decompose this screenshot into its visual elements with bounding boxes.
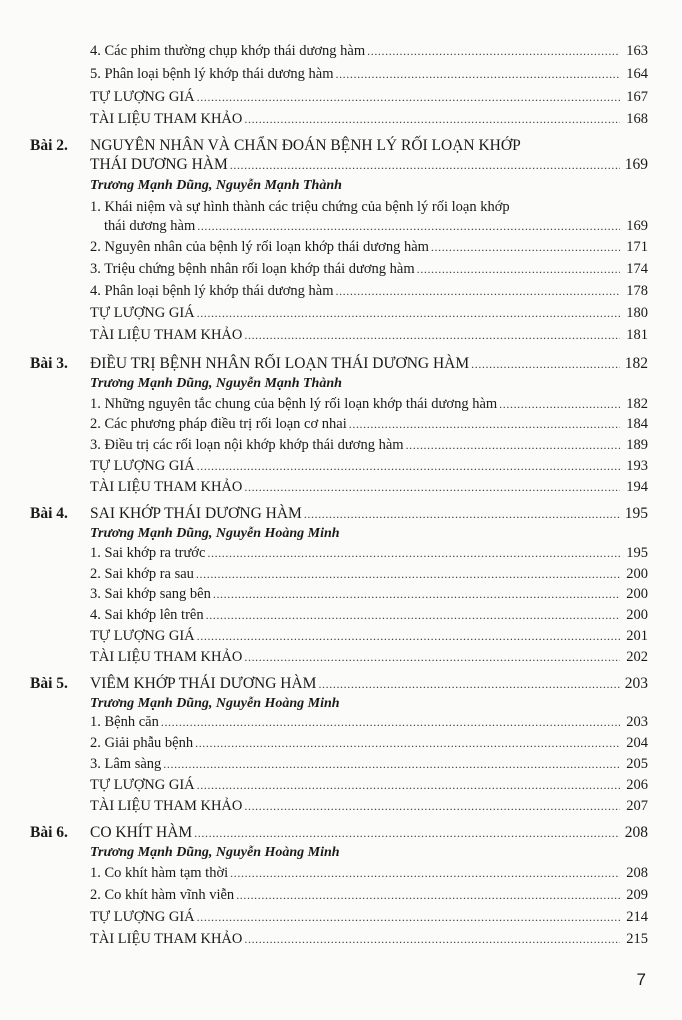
- lesson-heading: Bài 5. VIÊM KHỚP THÁI DƯƠNG HÀM ..... 203: [30, 675, 648, 693]
- toc-entry: 1. Sai khớp ra trước ..... 195: [90, 544, 648, 562]
- toc-entry: TỰ LƯỢNG GIÁ ..... 193: [90, 457, 648, 475]
- toc-entry: 2. Giải phẫu bệnh ..... 204: [90, 734, 648, 752]
- toc-entry: TỰ LƯỢNG GIÁ ..... 214: [90, 908, 648, 926]
- lesson-authors: Trương Mạnh Dũng, Nguyễn Hoàng Minh: [90, 526, 340, 541]
- toc-entry: TÀI LIỆU THAM KHẢO ..... 194: [90, 478, 648, 496]
- toc-entry: TỰ LƯỢNG GIÁ ..... 201: [90, 627, 648, 645]
- toc-entry: 4. Sai khớp lên trên ..... 200: [90, 606, 648, 624]
- toc-entry: 3. Điều trị các rối loạn nội khớp khớp thái dương hàm ..... 189: [90, 436, 648, 454]
- toc-entry: TỰ LƯỢNG GIÁ ..... 206: [90, 776, 648, 794]
- toc-entry: 3. Triệu chứng bệnh nhân rối loạn khớp thái dương hàm ..... 174: [90, 260, 648, 278]
- toc-entry: 2. Sai khớp ra sau ..... 200: [90, 565, 648, 583]
- toc-entry: thái dương hàm ..... 169: [104, 217, 648, 235]
- toc-entry: 2. Co khít hàm vĩnh viễn ..... 209: [90, 886, 648, 904]
- lesson-heading: Bài 6. CO KHÍT HÀM ..... 208: [30, 824, 648, 842]
- toc-entry: 3. Sai khớp sang bên ..... 200: [90, 585, 648, 603]
- toc-entry: 1. Co khít hàm tạm thời ..... 208: [90, 864, 648, 882]
- toc-entry: 3. Lâm sàng ..... 205: [90, 755, 648, 773]
- toc-entry: TÀI LIỆU THAM KHẢO ..... 181: [90, 326, 648, 344]
- lesson-authors: Trương Mạnh Dũng, Nguyễn Hoàng Minh: [90, 845, 340, 860]
- lesson-authors: Trương Mạnh Dũng, Nguyễn Mạnh Thành: [90, 178, 342, 193]
- lesson-title: THÁI DƯƠNG HÀM ..... 169: [90, 156, 648, 174]
- lesson-heading: Bài 4. SAI KHỚP THÁI DƯƠNG HÀM ..... 195: [30, 505, 648, 523]
- toc-entry: TÀI LIỆU THAM KHẢO ..... 215: [90, 930, 648, 948]
- toc-entry: 1. Bệnh căn ..... 203: [90, 713, 648, 731]
- toc-entry: TỰ LƯỢNG GIÁ ..... 180: [90, 304, 648, 322]
- toc-entry: TÀI LIỆU THAM KHẢO ..... 168: [90, 110, 648, 128]
- toc-entry: 4. Các phim thường chụp khớp thái dương hàm ..... 163: [90, 42, 648, 60]
- toc-entry: 5. Phân loại bệnh lý khớp thái dương hàm ..... 164: [90, 65, 648, 83]
- toc-entry-line1: 1. Khái niệm và sự hình thành các triệu chứng của bệnh lý rối loạn khớp: [90, 199, 510, 215]
- toc-entry: TỰ LƯỢNG GIÁ ..... 167: [90, 88, 648, 106]
- lesson-authors: Trương Mạnh Dũng, Nguyễn Hoàng Minh: [90, 696, 340, 711]
- page-number: 7: [636, 970, 646, 989]
- toc-entry: 1. Những nguyên tắc chung của bệnh lý rối loạn khớp thái dương hàm ..... 182: [90, 395, 648, 413]
- toc-entry: 2. Các phương pháp điều trị rối loạn cơ nhai ..... 184: [90, 415, 648, 433]
- toc-entry: TÀI LIỆU THAM KHẢO ..... 207: [90, 797, 648, 815]
- lesson-authors: Trương Mạnh Dũng, Nguyễn Mạnh Thành: [90, 376, 342, 391]
- lesson-heading: Bài 2. NGUYÊN NHÂN VÀ CHẨN ĐOÁN BỆNH LÝ RỐI LOẠN KHỚP: [30, 137, 521, 154]
- toc-entry: TÀI LIỆU THAM KHẢO ..... 202: [90, 648, 648, 666]
- toc-entry: 4. Phân loại bệnh lý khớp thái dương hàm ..... 178: [90, 282, 648, 300]
- toc-entry: 2. Nguyên nhân của bệnh lý rối loạn khớp thái dương hàm ..... 171: [90, 238, 648, 256]
- lesson-heading: Bài 3. ĐIỀU TRỊ BỆNH NHÂN RỐI LOẠN THÁI DƯƠNG HÀM ..... 182: [30, 355, 648, 373]
